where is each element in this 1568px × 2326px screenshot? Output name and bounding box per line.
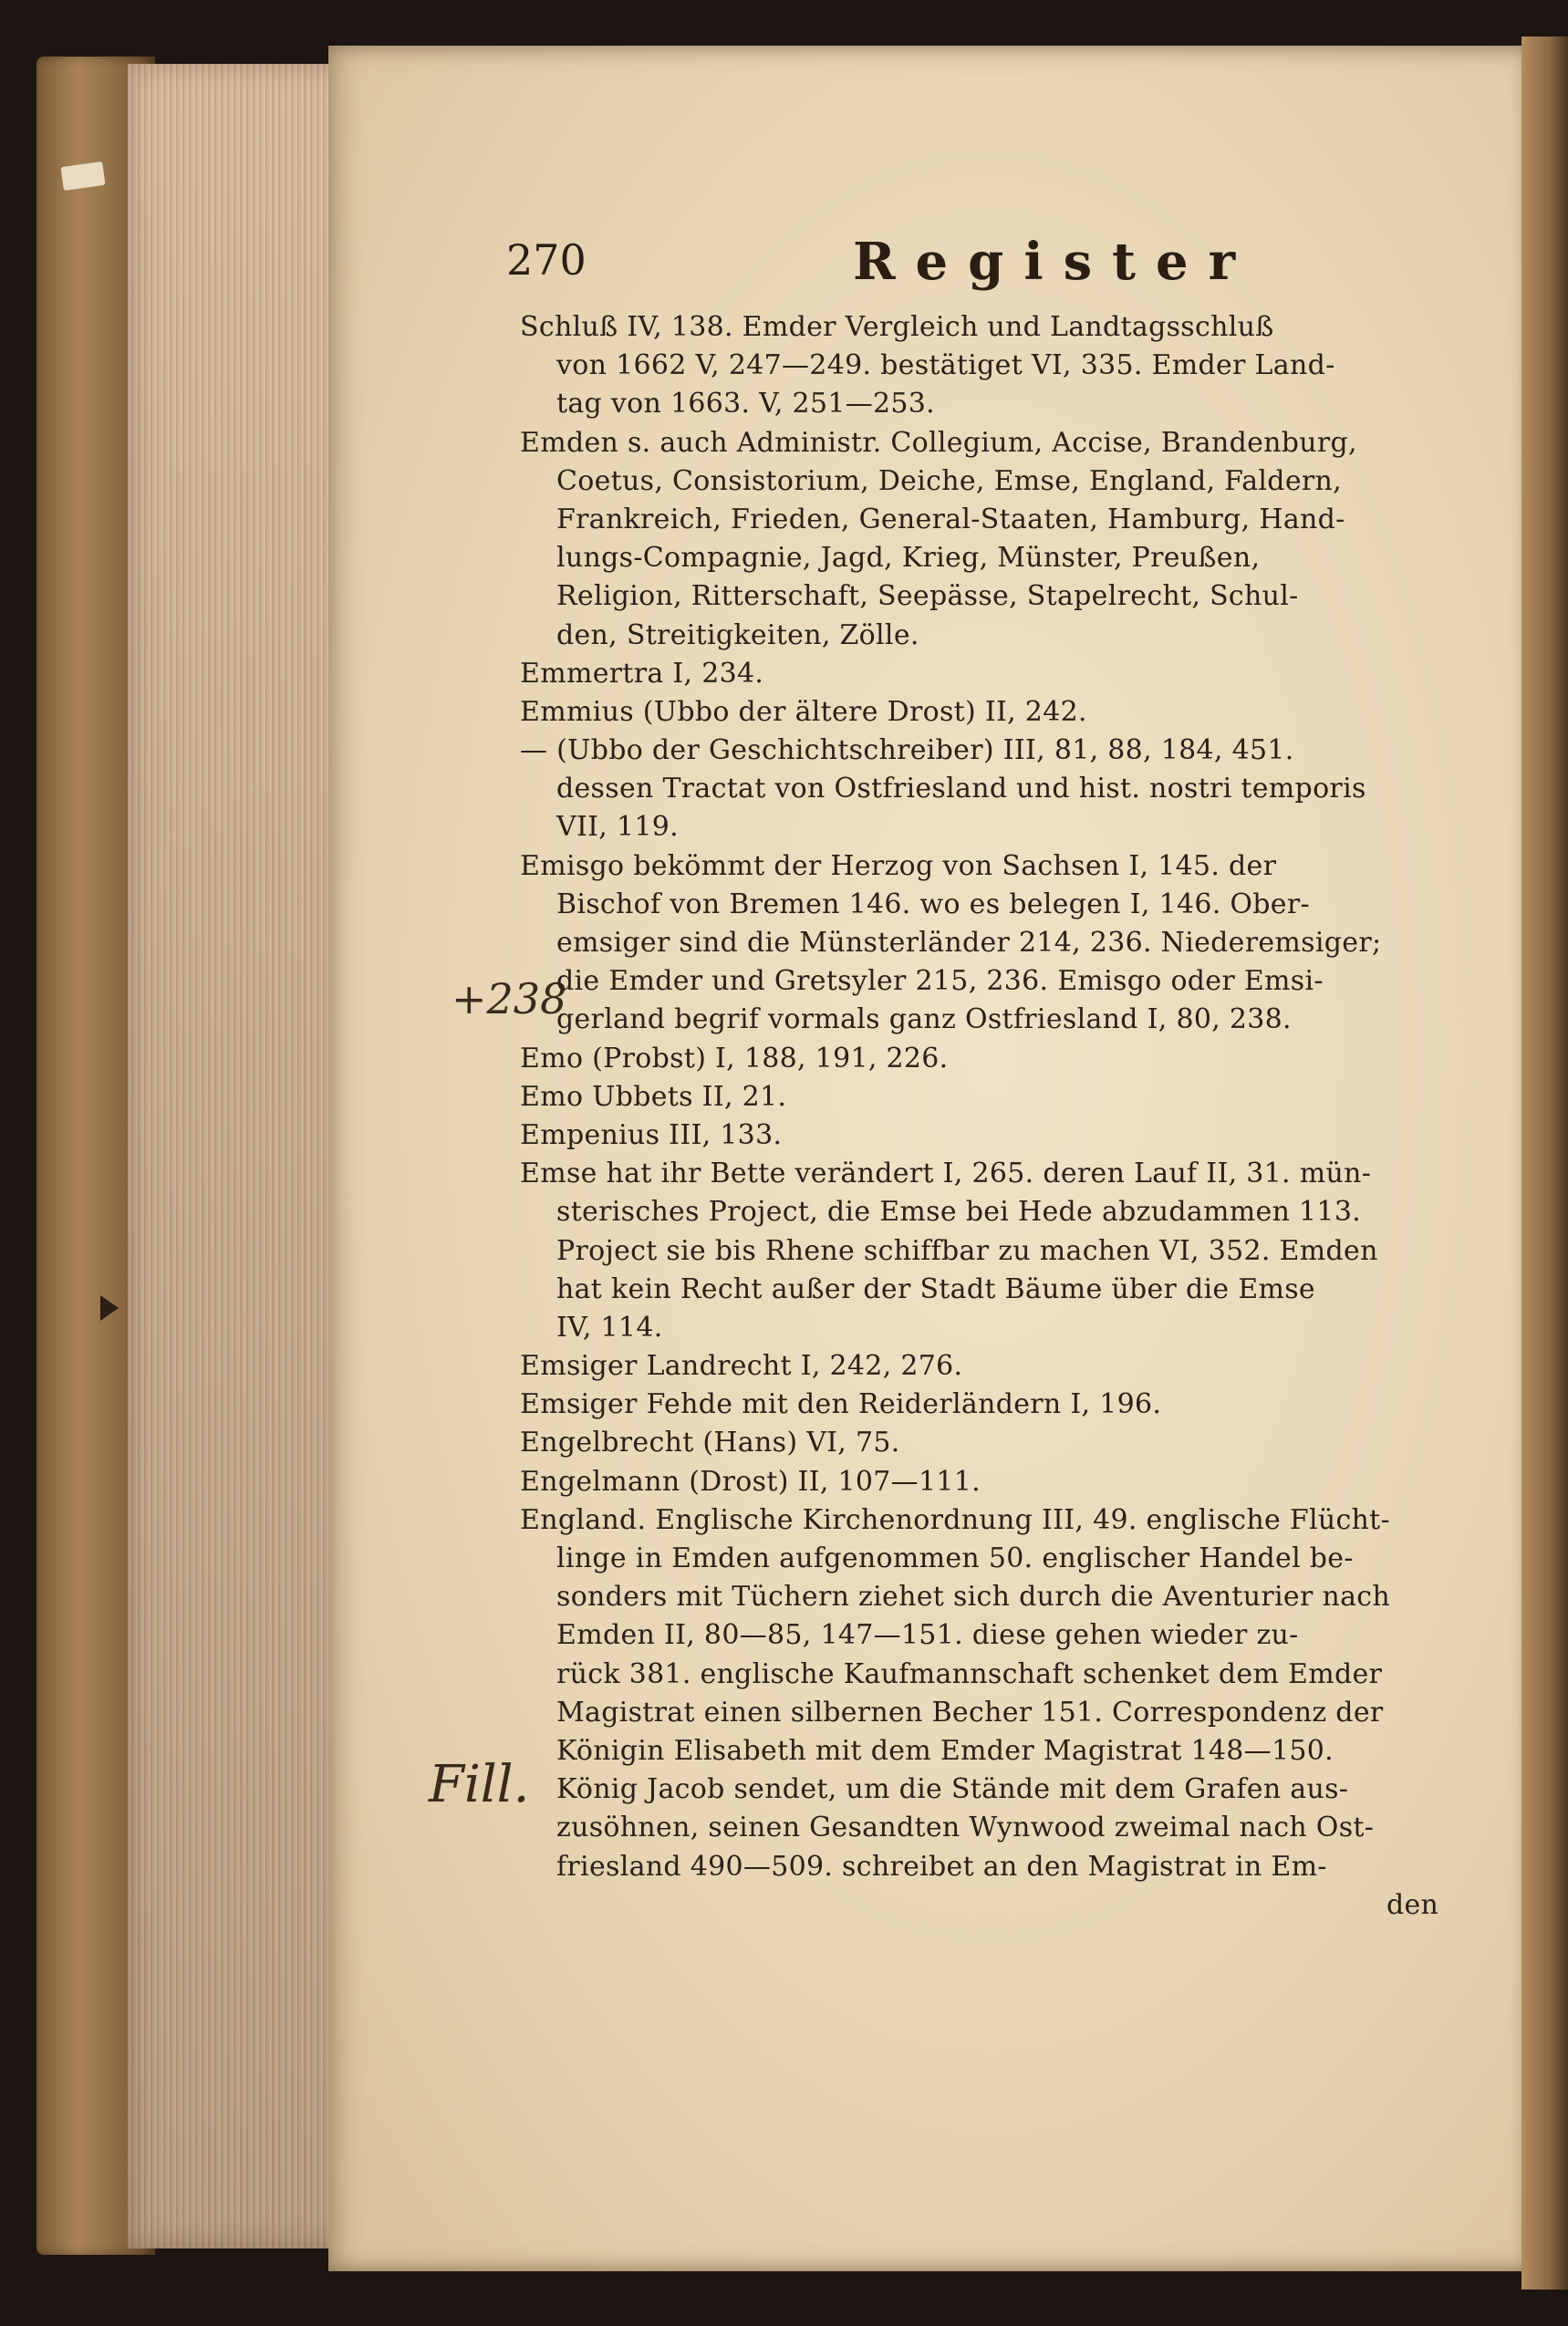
entry-line: die Emder und Gretsyler 215, 236. Emisgo oder Emsi- — [556, 965, 1324, 998]
entry-line: den — [1386, 1888, 1439, 1921]
entry-line: Coetus, Consistorium, Deiche, Emse, England, Faldern, — [556, 464, 1342, 497]
entry-line: Emsiger Fehde mit den Reiderländern I, 196. — [520, 1388, 1162, 1421]
entry-line: Schluß IV, 138. Emder Vergleich und Landtagsschluß — [520, 311, 1274, 343]
right-gutter — [1521, 36, 1568, 2290]
entry-line: hat kein Recht außer der Stadt Bäume über die Emse — [556, 1272, 1315, 1305]
entry-line: sonders mit Tüchern ziehet sich durch die Aventurier nach — [556, 1581, 1390, 1614]
entry-line: Frankreich, Frieden, General-Staaten, Hamburg, Hand- — [556, 503, 1345, 535]
entry-line: linge in Emden aufgenommen 50. englischer Handel be- — [556, 1542, 1354, 1574]
page-number: 270 — [506, 235, 587, 285]
entry-line: König Jacob sendet, um die Stände mit dem Grafen aus- — [556, 1773, 1349, 1806]
entry-line: lungs-Compagnie, Jagd, Krieg, Münster, Preußen, — [556, 542, 1261, 575]
entry-line: dessen Tractat von Ostfriesland und hist. nostri temporis — [556, 773, 1366, 805]
page-title: Register — [853, 232, 1256, 292]
page-edges — [128, 64, 356, 2248]
entry-line: Project sie bis Rhene schiffbar zu machen VI, 352. Emden — [556, 1234, 1378, 1267]
entry-line: tag von 1663. V, 251—253. — [556, 388, 936, 421]
margin-note: +238 — [452, 974, 567, 1023]
entry-line: Engelmann (Drost) II, 107—111. — [520, 1465, 981, 1498]
entry-line: Emsiger Landrecht I, 242, 276. — [520, 1350, 963, 1383]
entry-line: zusöhnen, seinen Gesandten Wynwood zweimal nach Ost- — [556, 1812, 1375, 1844]
entry-line: IV, 114. — [556, 1311, 663, 1344]
entry-line: Emisgo bekömmt der Herzog von Sachsen I, 145. der — [520, 849, 1277, 882]
entry-line: Königin Elisabeth mit dem Emder Magistrat 148—150. — [556, 1734, 1334, 1767]
entry-line: Emo (Probst) I, 188, 191, 226. — [520, 1042, 949, 1075]
register-entries — [520, 308, 1469, 1925]
cover-paper-tab — [60, 161, 105, 191]
entry-line: rück 381. englische Kaufmannschaft schenket dem Emder — [556, 1657, 1383, 1690]
entry-line: Emmius (Ubbo der ältere Drost) II, 242. — [520, 695, 1087, 728]
entry-line: den, Streitigkeiten, Zölle. — [556, 618, 919, 651]
entry-line: Emden s. auch Administr. Collegium, Accise, Brandenburg, — [520, 426, 1357, 459]
entry-line: sterisches Project, die Emse bei Hede abzudammen 113. — [556, 1196, 1362, 1229]
entry-line: friesland 490—509. schreibet an den Magistrat in Em- — [556, 1850, 1327, 1883]
entry-line: gerland begrif vormals ganz Ostfriesland I, 80, 238. — [556, 1003, 1292, 1036]
margin-note: Fill. — [429, 1755, 530, 1814]
entry-line: von 1662 V, 247—249. bestätiget VI, 335. Emder Land- — [556, 349, 1335, 382]
entry-line: Emo Ubbets II, 21. — [520, 1080, 787, 1113]
entry-line: Emmertra I, 234. — [520, 657, 764, 690]
entry-line: Magistrat einen silbernen Becher 151. Correspondenz der — [556, 1696, 1384, 1729]
entry-line: Emse hat ihr Bette verändert I, 265. deren Lauf II, 31. mün- — [520, 1158, 1372, 1190]
arrow-marker-icon — [100, 1295, 119, 1321]
entry-line: — (Ubbo der Geschichtschreiber) III, 81, 88, 184, 451. — [520, 734, 1294, 767]
entry-line: Religion, Ritterschaft, Seepässe, Stapelrecht, Schul- — [556, 580, 1299, 613]
entry-line: emsiger sind die Münsterländer 214, 236. Niederemsiger; — [556, 927, 1382, 959]
entry-line: Empenius III, 133. — [520, 1118, 783, 1151]
page-header — [506, 232, 1473, 292]
entry-line: Engelbrecht (Hans) VI, 75. — [520, 1427, 900, 1459]
entry-line: Emden II, 80—85, 147—151. diese gehen wieder zu- — [556, 1619, 1299, 1652]
entry-line: Bischof von Bremen 146. wo es belegen I, 146. Ober- — [556, 888, 1310, 920]
entry-line: England. Englische Kirchenordnung III, 49. englische Flücht- — [520, 1503, 1390, 1536]
entry-line: VII, 119. — [556, 811, 679, 844]
